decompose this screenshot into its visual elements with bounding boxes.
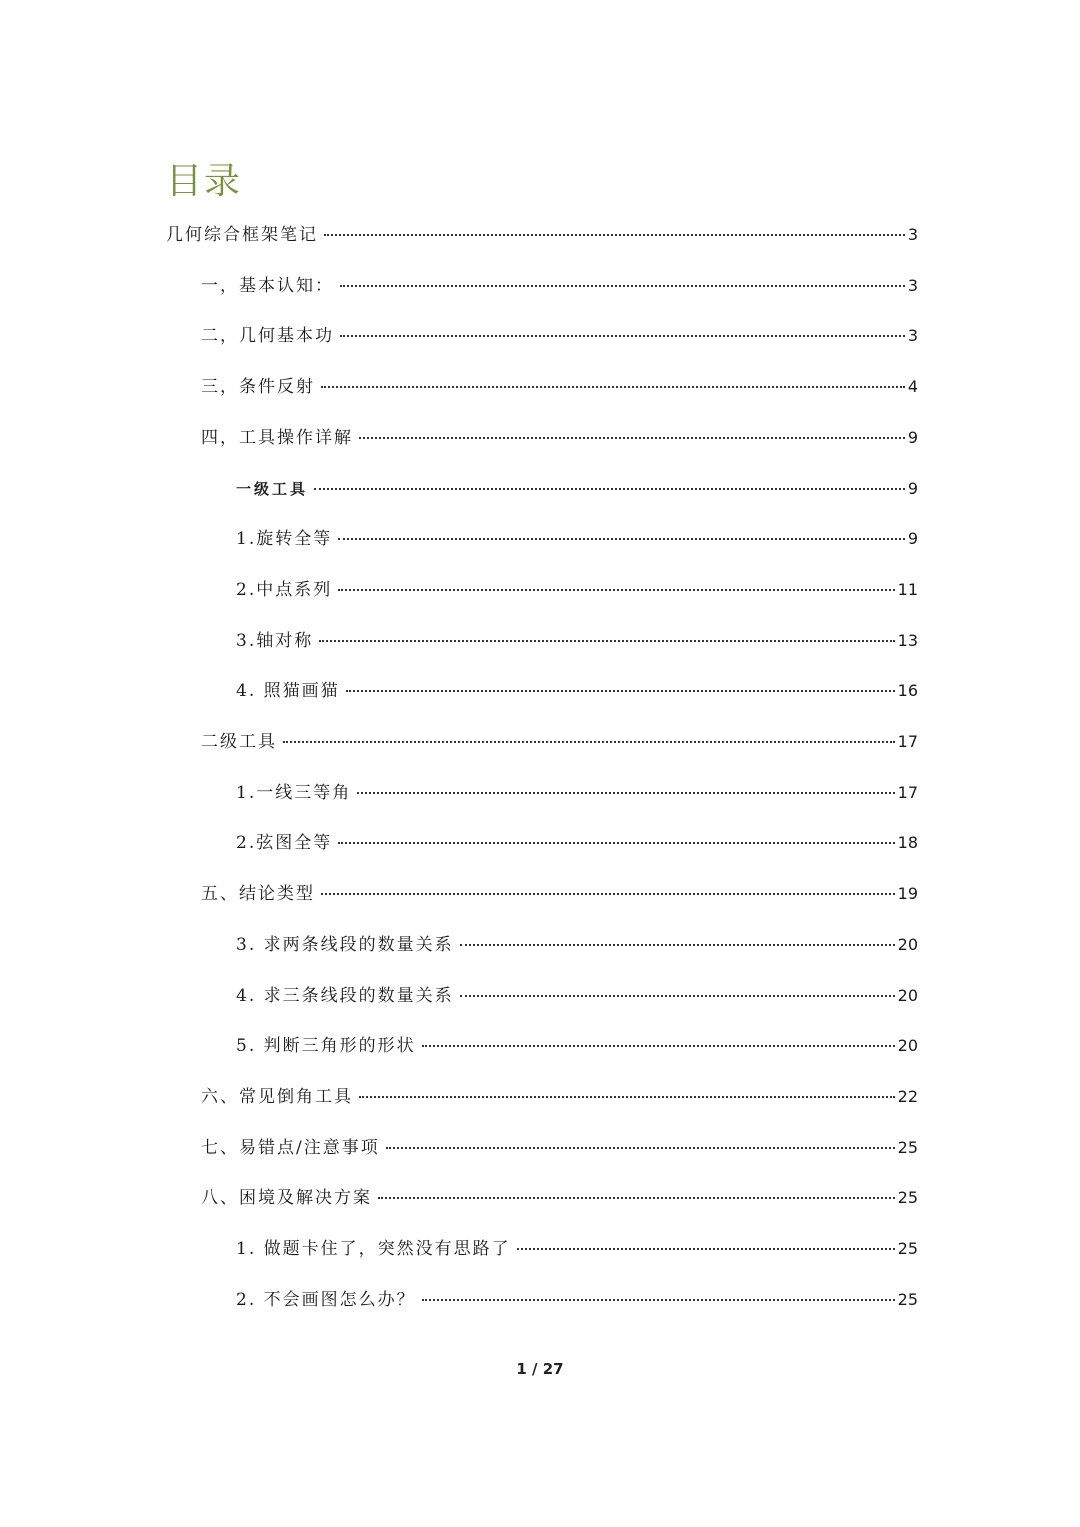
toc-entry-page-number: 11 — [897, 580, 918, 599]
toc-dot-leader — [422, 1298, 895, 1301]
toc-entry-label: 六、常见倒角工具 — [201, 1087, 353, 1107]
toc-dot-leader — [314, 487, 905, 490]
toc-entry-label: 八、困境及解决方案 — [201, 1188, 372, 1208]
toc-entry-label: 七、易错点/注意事项 — [201, 1138, 380, 1158]
toc-entry-label: 五、结论类型 — [201, 884, 315, 904]
toc-entry-label: 5. 判断三角形的形状 — [236, 1036, 416, 1056]
toc-dot-leader — [338, 537, 905, 540]
toc-entry-page-number: 18 — [897, 833, 918, 852]
toc-entry-page-number: 20 — [897, 986, 918, 1005]
toc-entry-page-number: 3 — [907, 326, 918, 345]
toc-entry-label: 一级工具 — [236, 480, 309, 498]
toc-entry[interactable] — [236, 1285, 918, 1315]
toc-entry-page-number: 17 — [897, 783, 918, 802]
toc-entry[interactable] — [236, 676, 918, 706]
toc-entry-label: 二级工具 — [201, 732, 277, 752]
toc-entry[interactable] — [236, 981, 918, 1011]
toc-entry[interactable] — [236, 626, 918, 656]
toc-entry-page-number: 20 — [897, 1036, 918, 1055]
page-number: 1 / 27 — [516, 1360, 564, 1378]
toc-dot-leader — [386, 1146, 895, 1149]
toc-entry-page-number: 25 — [897, 1239, 918, 1258]
toc-entry-label: 1. 做题卡住了，突然没有思路了 — [236, 1239, 511, 1259]
toc-entry[interactable] — [166, 220, 918, 250]
toc-entry[interactable] — [236, 828, 918, 858]
toc-entry-label: 2. 不会画图怎么办？ — [236, 1290, 416, 1310]
toc-entry-label: 一，基本认知： — [201, 276, 334, 296]
toc-entry[interactable] — [236, 474, 918, 504]
toc-dot-leader — [324, 233, 905, 236]
toc-dot-leader — [283, 740, 895, 743]
toc-dot-leader — [340, 284, 905, 287]
toc-entry-page-number: 20 — [897, 935, 918, 954]
toc-entry-label: 4. 求三条线段的数量关系 — [236, 986, 454, 1006]
toc-entry-page-number: 13 — [897, 631, 918, 650]
toc-dot-leader — [460, 994, 895, 997]
toc-entry-page-number: 16 — [897, 681, 918, 700]
toc-entry[interactable] — [236, 1031, 918, 1061]
toc-entry-label: 1.一线三等角 — [236, 783, 352, 803]
toc-entry[interactable] — [236, 930, 918, 960]
toc-entry-label: 二，几何基本功 — [201, 326, 334, 346]
toc-entry-page-number: 3 — [907, 276, 918, 295]
toc-entry-label: 4. 照猫画猫 — [236, 681, 340, 701]
toc-entry-label: 3. 求两条线段的数量关系 — [236, 935, 454, 955]
toc-entry-label: 四，工具操作详解 — [201, 428, 353, 448]
toc-entry-page-number: 3 — [907, 225, 918, 244]
toc-entry-page-number: 17 — [897, 732, 918, 751]
toc-entry[interactable] — [201, 1133, 918, 1163]
toc-dot-leader — [422, 1044, 895, 1047]
toc-dot-leader — [338, 588, 894, 591]
toc-entry-page-number: 9 — [907, 479, 918, 498]
toc-entry[interactable] — [201, 879, 918, 909]
toc-entry[interactable] — [201, 1082, 918, 1112]
toc-dot-leader — [359, 1095, 895, 1098]
toc-dot-leader — [460, 943, 895, 946]
toc-entry-page-number: 4 — [907, 377, 918, 396]
toc-dot-leader — [319, 639, 894, 642]
toc-dot-leader — [357, 791, 894, 794]
toc-dot-leader — [359, 436, 905, 439]
toc-entry[interactable] — [201, 423, 918, 453]
toc-entry[interactable] — [236, 524, 918, 554]
toc-entry-label: 3.轴对称 — [236, 631, 314, 651]
toc-entry-page-number: 19 — [897, 884, 918, 903]
toc-entry[interactable] — [201, 727, 918, 757]
toc-dot-leader — [338, 841, 894, 844]
toc-entry-label: 2.弦图全等 — [236, 833, 333, 853]
toc-dot-leader — [321, 892, 895, 895]
toc-entry[interactable] — [201, 1183, 918, 1213]
toc-entry[interactable] — [236, 575, 918, 605]
toc-entry-label: 三，条件反射 — [201, 377, 315, 397]
toc-heading: 目录 — [166, 161, 243, 202]
toc-entry-page-number: 9 — [907, 529, 918, 548]
toc-entry[interactable] — [201, 321, 918, 351]
toc-entry-label: 1.旋转全等 — [236, 529, 333, 549]
toc-entry-page-number: 25 — [897, 1290, 918, 1309]
toc-entry-page-number: 9 — [907, 428, 918, 447]
toc-entry[interactable] — [201, 271, 918, 301]
toc-dot-leader — [321, 385, 905, 388]
toc-entry-page-number: 22 — [897, 1087, 918, 1106]
toc-entry-label: 2.中点系列 — [236, 580, 333, 600]
toc-entry-label: 几何综合框架笔记 — [166, 225, 318, 245]
toc-entry-page-number: 25 — [897, 1188, 918, 1207]
toc-dot-leader — [346, 689, 895, 692]
toc-entry[interactable] — [201, 372, 918, 402]
toc-entry[interactable] — [236, 1234, 918, 1264]
toc-dot-leader — [517, 1247, 895, 1250]
toc-dot-leader — [378, 1196, 895, 1199]
toc-entry-page-number: 25 — [897, 1138, 918, 1157]
toc-dot-leader — [340, 334, 905, 337]
toc-entry[interactable] — [236, 778, 918, 808]
